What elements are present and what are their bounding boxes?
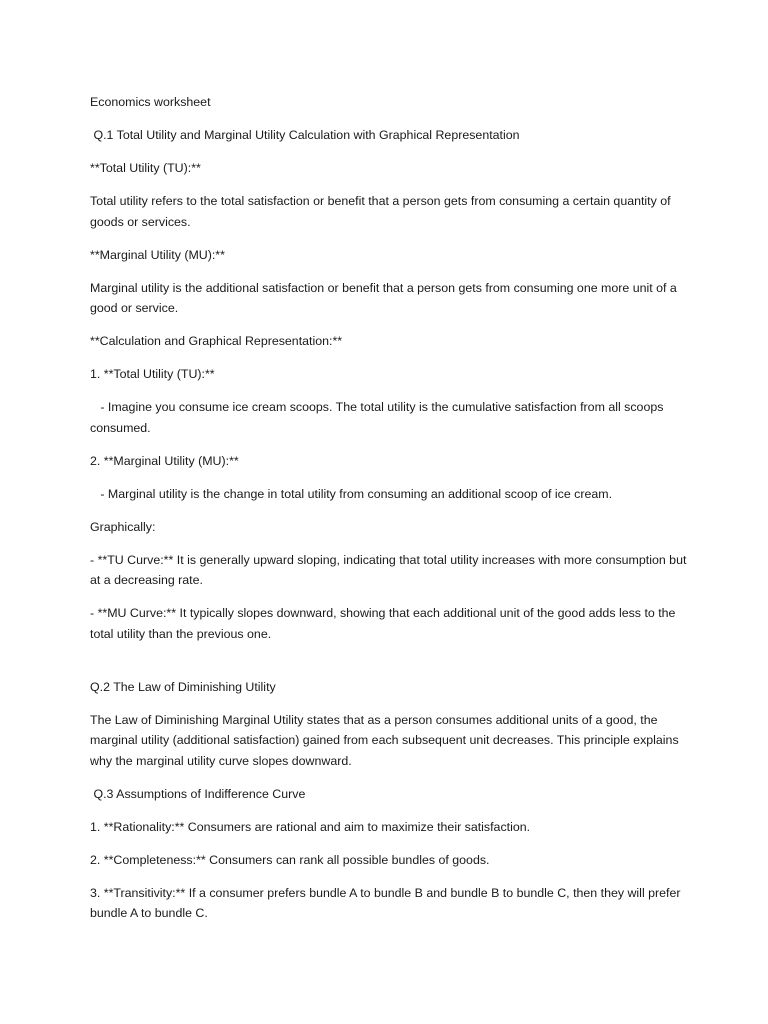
q1-calc-heading: **Calculation and Graphical Representation:**: [90, 334, 343, 348]
q2-heading: Q.2 The Law of Diminishing Utility: [90, 679, 276, 694]
q1-mu-curve: - **MU Curve:** It typically slopes downward, showing that each additional unit of the good adds less to the total utility than the previous one.: [90, 606, 679, 641]
q1-item2-heading: 2. **Marginal Utility (MU):**: [90, 453, 239, 468]
worksheet-title: Economics worksheet: [90, 95, 211, 109]
q1-heading: Q.1 Total Utility and Marginal Utility Calculation with Graphical Representation: [90, 128, 520, 142]
q1-item1-heading: 1. **Total Utility (TU):**: [90, 367, 215, 381]
q1-mu-heading: **Marginal Utility (MU):**: [90, 247, 225, 262]
q1-tu-definition: Total utility refers to the total satisfaction or benefit that a person gets from consuming a certain quantity of goods or services.: [90, 194, 675, 229]
q3-item2: 2. **Completeness:** Consumers can rank all possible bundles of goods.: [90, 852, 490, 867]
q3-heading: Q.3 Assumptions of Indifference Curve: [90, 786, 306, 801]
q1-tu-heading: **Total Utility (TU):**: [90, 161, 201, 175]
q1-item2-text: - Marginal utility is the change in total utility from consuming an additional scoop of ice cream.: [90, 486, 613, 501]
q1-item1-text: - Imagine you consume ice cream scoops. The total utility is the cumulative satisfaction from all scoops consumed.: [90, 400, 667, 435]
q2-text: The Law of Diminishing Marginal Utility states that as a person consumes additional units of a good, the marginal utility (additional satisfaction) gained from each subsequent unit decreases. This principle explains why the marginal utility curve slopes downward.: [90, 712, 683, 768]
q1-graphically-label: Graphically:: [90, 519, 156, 534]
document-body: [90, 92, 690, 936]
q1-tu-curve: - **TU Curve:** It is generally upward sloping, indicating that total utility increases with more consumption but at a decreasing rate.: [90, 552, 690, 587]
q3-item3: 3. **Transitivity:** If a consumer prefers bundle A to bundle B and bundle B to bundle C, then they will prefer bundle A to bundle C.: [90, 885, 684, 920]
q3-item1: 1. **Rationality:** Consumers are rational and aim to maximize their satisfaction.: [90, 819, 531, 834]
q1-mu-definition: Marginal utility is the additional satisfaction or benefit that a person gets from consuming one more unit of a good or service.: [90, 280, 681, 315]
